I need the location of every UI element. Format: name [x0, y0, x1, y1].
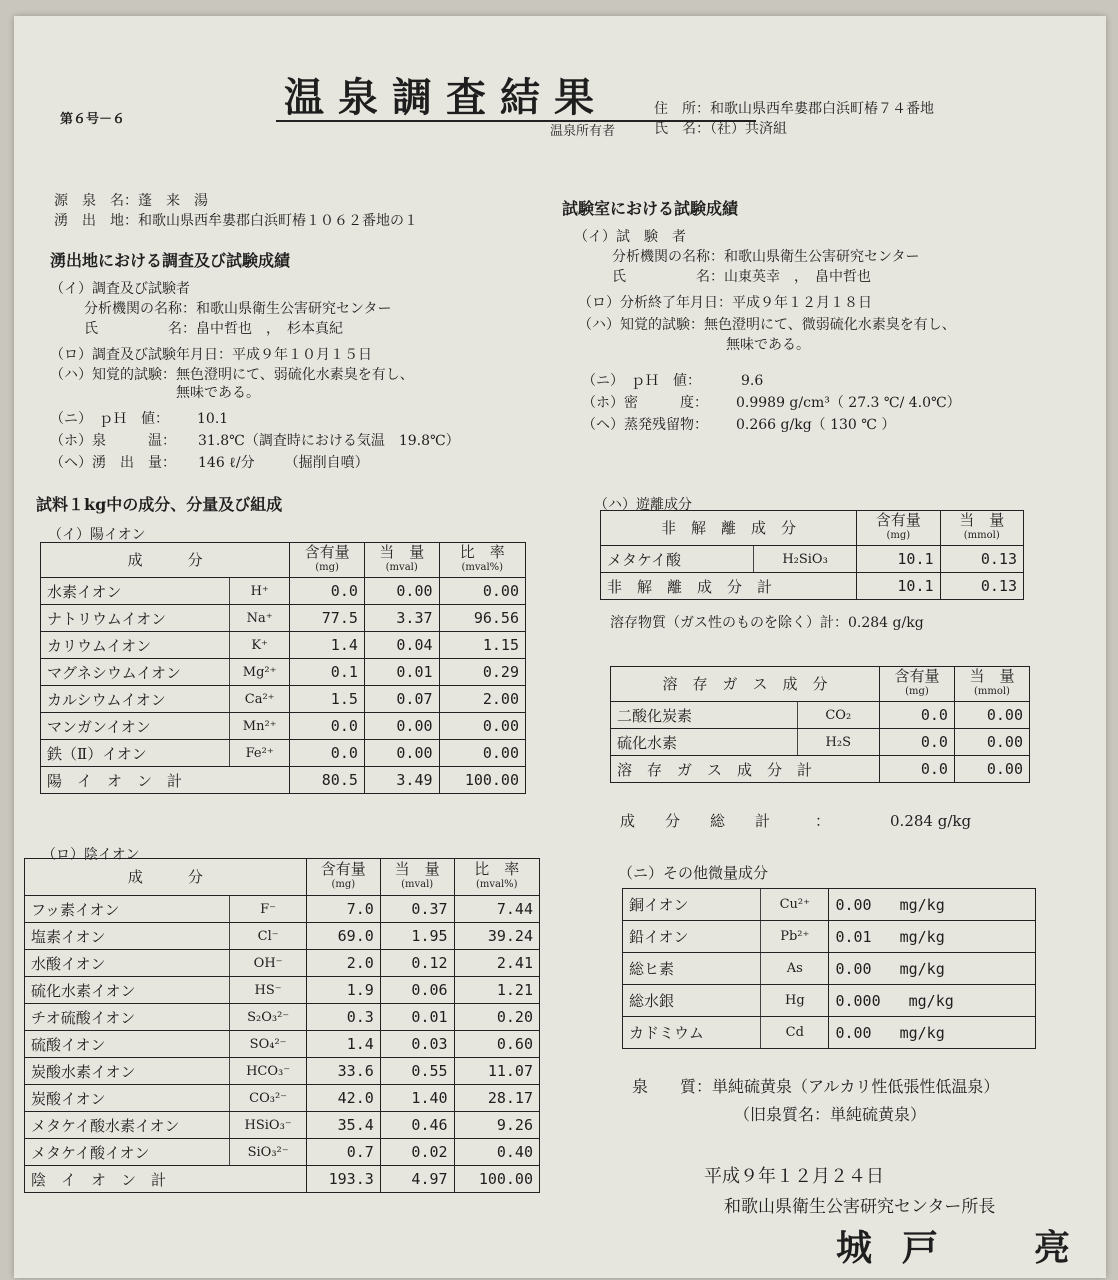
issuer: 和歌山県衛生公害研究センター所長: [724, 1197, 996, 1217]
col-mg: 含有量 (mg): [857, 511, 940, 546]
equivalent-mval: 0.55: [380, 1058, 454, 1085]
ratio-pct: 11.07: [454, 1058, 539, 1085]
equivalent-mval: 0.00: [364, 713, 439, 740]
component-name: 総ヒ素: [623, 953, 761, 985]
lab-heading: 試験室における試験成績: [562, 199, 739, 218]
free-total-label: 非 解 離 成 分 計: [601, 573, 857, 600]
ratio-pct: 0.00: [439, 740, 525, 767]
cation-total-mg: 80.5: [290, 767, 365, 794]
table-row: [25, 1112, 540, 1139]
component-name: 炭酸イオン: [25, 1085, 230, 1112]
col-gas: 溶 存 ガ ス 成 分: [611, 667, 880, 702]
trace-amount: 0.01: [835, 927, 872, 946]
trace-value: [829, 985, 1036, 1017]
field-examiner-label: （イ）調査及び試験者: [50, 281, 190, 297]
cation-label: （イ）陽イオン: [48, 527, 146, 543]
content-mg: 0.7: [306, 1139, 380, 1166]
component-name: メタケイ酸水素イオン: [25, 1112, 230, 1139]
field-agency: 分析機関の名称：和歌山県衛生公害研究センター: [84, 301, 392, 317]
equivalent-mval: 0.03: [380, 1031, 454, 1058]
equivalent-mmol: 0.13: [940, 546, 1023, 573]
trace-unit: mg/kg: [899, 927, 945, 946]
equivalent-mval: 0.06: [380, 977, 454, 1004]
gas-table: [610, 666, 1030, 783]
col-mg: 含有量 (mg): [290, 543, 365, 578]
content-mg: 77.5: [290, 605, 365, 632]
equivalent-mval: 0.12: [380, 950, 454, 977]
equivalent-mval: 1.95: [380, 923, 454, 950]
trace-amount: 0.00: [835, 959, 872, 978]
component-name: 二酸化炭素: [611, 702, 798, 729]
table-row: [611, 729, 1030, 756]
lab-agency: 分析機関の名称：和歌山県衛生公害研究センター: [612, 249, 920, 265]
chemical-symbol: H₂SiO₃: [754, 546, 857, 573]
ratio-pct: 2.41: [454, 950, 539, 977]
trace-value: [829, 889, 1036, 921]
gas-total-label: 溶 存 ガ ス 成 分 計: [611, 756, 880, 783]
ratio-pct: 0.29: [439, 659, 525, 686]
chemical-symbol: Pb²⁺: [761, 921, 829, 953]
component-name: フッ素イオン: [25, 896, 230, 923]
table-row: [623, 953, 1036, 985]
field-temp: （ホ）泉 温： 31.8℃（調査時における気温 19.8℃）: [50, 433, 460, 449]
gas-rows: [611, 702, 1030, 756]
content-mg: 69.0: [306, 923, 380, 950]
equivalent-mval: 0.01: [380, 1004, 454, 1031]
content-mg: 0.0: [879, 729, 954, 756]
col-mval: 当 量 (mval): [380, 859, 454, 896]
ratio-pct: 0.00: [439, 713, 525, 740]
chemical-symbol: Cd: [761, 1017, 829, 1049]
source-location: 湧 出 地：和歌山県西牟婁郡白浜町椿１０６２番地の１: [54, 213, 418, 229]
field-person: 氏 名：畠中哲也 ， 杉本真紀: [84, 321, 343, 337]
content-mg: 35.4: [306, 1112, 380, 1139]
lab-residue: （ヘ）蒸発残留物： 0.266 g/kg（ 130 ℃ ）: [582, 417, 896, 433]
ratio-pct: 7.44: [454, 896, 539, 923]
trace-unit: mg/kg: [908, 991, 954, 1010]
chemical-symbol: H⁺: [230, 578, 290, 605]
trace-amount: 0.00: [835, 895, 872, 914]
gas-total-mg: 0.0: [879, 756, 954, 783]
chemical-symbol: Cu²⁺: [761, 889, 829, 921]
chemical-symbol: OH⁻: [230, 950, 306, 977]
component-name: カルシウムイオン: [41, 686, 230, 713]
equivalent-mval: 0.04: [364, 632, 439, 659]
content-mg: 33.6: [306, 1058, 380, 1085]
table-row: [41, 713, 526, 740]
chemical-symbol: S₂O₃²⁻: [230, 1004, 306, 1031]
document-sheet: [14, 16, 1106, 1278]
ratio-pct: 96.56: [439, 605, 525, 632]
lab-examiner-label: （イ）試 験 者: [574, 229, 686, 245]
table-row: [601, 546, 1024, 573]
content-mg: 0.0: [290, 578, 365, 605]
table-row: [25, 923, 540, 950]
chemical-symbol: HS⁻: [230, 977, 306, 1004]
equivalent-mval: 0.00: [364, 578, 439, 605]
field-sensory: （ハ）知覚的試験：無色澄明にて、弱硫化水素臭を有し、: [50, 367, 414, 383]
content-mg: 0.1: [290, 659, 365, 686]
trace-rows: [623, 889, 1036, 1049]
owner-name: 氏 名：（社）共済組: [654, 121, 787, 137]
table-row: [25, 1058, 540, 1085]
table-row: [41, 686, 526, 713]
col-component: 成 分: [25, 859, 307, 896]
table-row: [25, 896, 540, 923]
cation-total-mval: 3.49: [364, 767, 439, 794]
trace-value: [829, 921, 1036, 953]
chemical-symbol: Mg²⁺: [230, 659, 290, 686]
gas-total-mmol: 0.00: [954, 756, 1029, 783]
table-row: [25, 1085, 540, 1112]
chemical-symbol: Na⁺: [230, 605, 290, 632]
table-row: [41, 740, 526, 767]
trace-value: [829, 953, 1036, 985]
sample-heading: 試料１kg中の成分、分量及び組成: [36, 495, 283, 514]
free-label: （ハ）遊離成分: [594, 497, 692, 513]
cation-total-label: 陽 イ オ ン 計: [41, 767, 290, 794]
content-mg: 1.5: [290, 686, 365, 713]
trace-unit: mg/kg: [899, 895, 945, 914]
col-mg: 含有量 (mg): [879, 667, 954, 702]
anion-total-pct: 100.00: [454, 1166, 539, 1193]
anion-total-label: 陰 イ オ ン 計: [25, 1166, 307, 1193]
trace-label: （ニ）その他微量成分: [618, 864, 769, 882]
old-quality: （旧泉質名：単純硫黄泉）: [734, 1105, 927, 1124]
col-nondissociated: 非 解 離 成 分: [601, 511, 857, 546]
chemical-symbol: CO₂: [797, 702, 879, 729]
col-mg: 含有量 (mg): [306, 859, 380, 896]
ratio-pct: 0.00: [439, 578, 525, 605]
content-mg: 0.0: [290, 740, 365, 767]
equivalent-mval: 0.37: [380, 896, 454, 923]
table-row: [623, 985, 1036, 1017]
cation-table: [40, 542, 526, 794]
equivalent-mval: 0.01: [364, 659, 439, 686]
component-name: 鉄（Ⅱ）イオン: [41, 740, 230, 767]
chemical-symbol: Cl⁻: [230, 923, 306, 950]
chemical-symbol: K⁺: [230, 632, 290, 659]
table-row: [623, 921, 1036, 953]
lab-person: 氏 名：山東英幸 ， 畠中哲也: [612, 269, 871, 285]
col-component: 成 分: [41, 543, 290, 578]
table-row: [41, 578, 526, 605]
col-mmol: 当 量 (mmol): [940, 511, 1023, 546]
owner-label: 温泉所有者: [550, 124, 616, 139]
trace-amount: 0.000: [835, 991, 881, 1010]
table-row: [25, 1139, 540, 1166]
free-table: [600, 510, 1024, 600]
chemical-symbol: SiO₃²⁻: [230, 1139, 306, 1166]
ratio-pct: 39.24: [454, 923, 539, 950]
component-name: 炭酸水素イオン: [25, 1058, 230, 1085]
equivalent-mval: 1.40: [380, 1085, 454, 1112]
content-mg: 0.0: [290, 713, 365, 740]
grand-total: 成 分 総 計 ： 0.284 g/kg: [620, 812, 972, 830]
content-mg: 1.4: [290, 632, 365, 659]
table-row: [25, 1031, 540, 1058]
component-name: メタケイ酸: [601, 546, 754, 573]
content-mg: 2.0: [306, 950, 380, 977]
trace-unit: mg/kg: [899, 1023, 945, 1042]
ratio-pct: 0.20: [454, 1004, 539, 1031]
anion-table: [24, 858, 540, 1193]
component-name: カドミウム: [623, 1017, 761, 1049]
content-mg: 7.0: [306, 896, 380, 923]
signer-name: 城戸 亮: [836, 1227, 1101, 1269]
component-name: ナトリウムイオン: [41, 605, 230, 632]
col-mval: 当 量 (mval): [364, 543, 439, 578]
ratio-pct: 9.26: [454, 1112, 539, 1139]
issue-date: 平成９年１２月２４日: [704, 1166, 884, 1187]
chemical-symbol: H₂S: [797, 729, 879, 756]
spring-quality: 泉 質：単純硫黄泉（アルカリ性低張性低温泉）: [632, 1077, 1000, 1096]
free-total-mmol: 0.13: [940, 573, 1023, 600]
equivalent-mval: 0.02: [380, 1139, 454, 1166]
table-row: [41, 605, 526, 632]
free-rows: [601, 546, 1024, 573]
component-name: メタケイ酸イオン: [25, 1139, 230, 1166]
table-row: [41, 659, 526, 686]
component-name: 塩素イオン: [25, 923, 230, 950]
chemical-symbol: As: [761, 953, 829, 985]
chemical-symbol: SO₄²⁻: [230, 1031, 306, 1058]
table-row: [41, 632, 526, 659]
chemical-symbol: Ca²⁺: [230, 686, 290, 713]
trace-value: [829, 1017, 1036, 1049]
component-name: 銅イオン: [623, 889, 761, 921]
component-name: 鉛イオン: [623, 921, 761, 953]
col-pct: 比 率 (mval%): [454, 859, 539, 896]
anion-label: （ロ）陰イオン: [42, 847, 140, 863]
table-row: [623, 889, 1036, 921]
component-name: マンガンイオン: [41, 713, 230, 740]
ratio-pct: 28.17: [454, 1085, 539, 1112]
table-row: [25, 977, 540, 1004]
chemical-symbol: Mn²⁺: [230, 713, 290, 740]
equivalent-mmol: 0.00: [954, 702, 1029, 729]
dissolved-total: 溶存物質（ガス性のものを除く）計：0.284 g/kg: [610, 615, 924, 631]
field-sensory-cont: 無味である。: [176, 385, 260, 401]
content-mg: 1.4: [306, 1031, 380, 1058]
lab-density: （ホ）密 度： 0.9989 g/cm³（ 27.3 ℃/ 4.0℃）: [582, 395, 961, 411]
component-name: カリウムイオン: [41, 632, 230, 659]
equivalent-mval: 0.46: [380, 1112, 454, 1139]
lab-ph: （ニ） ｐＨ 値： 9.6: [582, 373, 764, 389]
content-mg: 1.9: [306, 977, 380, 1004]
anion-total-mg: 193.3: [306, 1166, 380, 1193]
field-flow: （ヘ）湧 出 量： 146 ℓ/分 （掘削自噴）: [50, 455, 369, 471]
ratio-pct: 0.40: [454, 1139, 539, 1166]
component-name: マグネシウムイオン: [41, 659, 230, 686]
page-title: 温泉調査結果: [284, 74, 608, 121]
content-mg: 42.0: [306, 1085, 380, 1112]
ratio-pct: 2.00: [439, 686, 525, 713]
chemical-symbol: Hg: [761, 985, 829, 1017]
component-name: 水酸イオン: [25, 950, 230, 977]
component-name: 総水銀: [623, 985, 761, 1017]
equivalent-mmol: 0.00: [954, 729, 1029, 756]
component-name: 硫化水素イオン: [25, 977, 230, 1004]
table-row: [25, 950, 540, 977]
table-row: [25, 1004, 540, 1031]
equivalent-mval: 0.00: [364, 740, 439, 767]
content-mg: 0.0: [879, 702, 954, 729]
content-mg: 0.3: [306, 1004, 380, 1031]
ratio-pct: 1.21: [454, 977, 539, 1004]
chemical-symbol: CO₃²⁻: [230, 1085, 306, 1112]
chemical-symbol: Fe²⁺: [230, 740, 290, 767]
trace-amount: 0.00: [835, 1023, 872, 1042]
component-name: 硫化水素: [611, 729, 798, 756]
content-mg: 10.1: [857, 546, 940, 573]
cation-rows: [41, 578, 526, 767]
lab-date: （ロ）分析終了年月日：平成９年１２月１８日: [578, 295, 872, 311]
owner-address: 住 所：和歌山県西牟婁郡白浜町椿７４番地: [654, 101, 934, 117]
table-row: [623, 1017, 1036, 1049]
source-name: 源 泉 名：蓬 来 湯: [54, 193, 208, 209]
field-heading: 湧出地における調査及び試験成績: [50, 251, 291, 270]
col-mmol: 当 量 (mmol): [954, 667, 1029, 702]
trace-table: [622, 888, 1036, 1049]
trace-unit: mg/kg: [899, 959, 945, 978]
form-number: 第６号－６: [60, 112, 126, 127]
field-ph: （ニ） ｐＨ 値： 10.1: [50, 411, 229, 427]
cation-total-pct: 100.00: [439, 767, 525, 794]
component-name: 硫酸イオン: [25, 1031, 230, 1058]
col-pct: 比 率 (mval%): [439, 543, 525, 578]
field-date: （ロ）調査及び試験年月日：平成９年１０月１５日: [50, 347, 372, 363]
anion-rows: [25, 896, 540, 1166]
lab-sensory: （ハ）知覚的試験：無色澄明にて、微弱硫化水素臭を有し、: [578, 317, 956, 333]
component-name: チオ硫酸イオン: [25, 1004, 230, 1031]
anion-total-mval: 4.97: [380, 1166, 454, 1193]
equivalent-mval: 3.37: [364, 605, 439, 632]
ratio-pct: 0.60: [454, 1031, 539, 1058]
table-row: [611, 702, 1030, 729]
component-name: 水素イオン: [41, 578, 230, 605]
ratio-pct: 1.15: [439, 632, 525, 659]
free-total-mg: 10.1: [857, 573, 940, 600]
chemical-symbol: F⁻: [230, 896, 306, 923]
lab-sensory-cont: 無味である。: [726, 337, 810, 353]
chemical-symbol: HCO₃⁻: [230, 1058, 306, 1085]
equivalent-mval: 0.07: [364, 686, 439, 713]
chemical-symbol: HSiO₃⁻: [230, 1112, 306, 1139]
